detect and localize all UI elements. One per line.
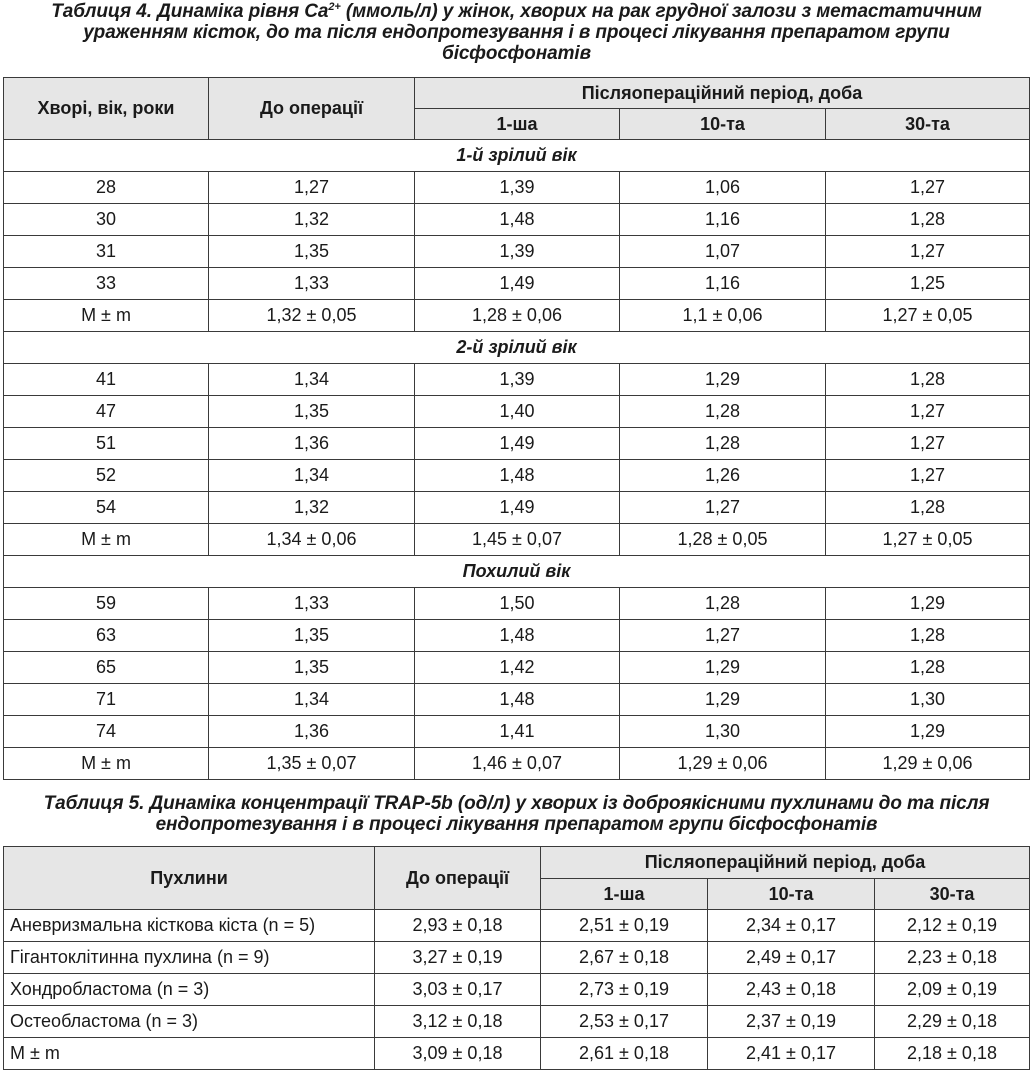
table4-cell: 1,50 bbox=[415, 588, 620, 620]
table4-cell: M ± m bbox=[4, 748, 209, 780]
table4-group-title: 1-й зрілий вік bbox=[4, 140, 1030, 172]
table4-cell: 1,30 bbox=[620, 716, 826, 748]
table4-header-patients: Хворі, вік, роки bbox=[4, 78, 209, 140]
table4-cell: 1,32 bbox=[209, 492, 415, 524]
table5-header-tumors: Пухлини bbox=[4, 847, 375, 910]
table4-cell: M ± m bbox=[4, 300, 209, 332]
table4-row bbox=[4, 620, 1030, 652]
table4-cell: 1,29 ± 0,06 bbox=[826, 748, 1030, 780]
table5-cell: 2,61 ± 0,18 bbox=[541, 1038, 708, 1070]
table4-caption bbox=[4, 1, 1029, 64]
table5-tumor-name: Остеобластома (n = 3) bbox=[4, 1006, 375, 1038]
table4-cell: 1,39 bbox=[415, 364, 620, 396]
table5-cell: 2,34 ± 0,17 bbox=[708, 910, 875, 942]
table5-tumor-name: M ± m bbox=[4, 1038, 375, 1070]
table4-cell: 52 bbox=[4, 460, 209, 492]
table4-row bbox=[4, 652, 1030, 684]
table4-cell: 1,46 ± 0,07 bbox=[415, 748, 620, 780]
table5-header bbox=[4, 847, 1030, 910]
table4-cell: 54 bbox=[4, 492, 209, 524]
table4-cell: 1,28 ± 0,06 bbox=[415, 300, 620, 332]
table4-caption-line1 bbox=[4, 1, 1029, 22]
table5-caption-line1: Таблиця 5. Динаміка концентрації TRAP-5b (од/л) у хворих із доброякісними пухлинами до та після bbox=[43, 793, 990, 814]
table4-row bbox=[4, 460, 1030, 492]
table5-cell: 2,12 ± 0,19 bbox=[875, 910, 1030, 942]
table5-row bbox=[4, 942, 1030, 974]
table4-row bbox=[4, 172, 1030, 204]
table4-header-before: До операції bbox=[209, 78, 415, 140]
table4-row bbox=[4, 396, 1030, 428]
table4-cell: 1,35 ± 0,07 bbox=[209, 748, 415, 780]
table4-cell: 1,28 bbox=[620, 588, 826, 620]
table4-caption-line2: ураженням кісток, до та після ендопротезування і в процесі лікування препаратом групи bbox=[83, 22, 950, 43]
table4-summary-row bbox=[4, 524, 1030, 556]
table4-cell: 1,32 ± 0,05 bbox=[209, 300, 415, 332]
table4-caption-line1-rest: (ммоль/л) у жінок, хворих на рак грудної залози з метастатичним bbox=[340, 1, 982, 22]
table4-row bbox=[4, 204, 1030, 236]
table5-cell: 2,41 ± 0,17 bbox=[708, 1038, 875, 1070]
table4-cell: 59 bbox=[4, 588, 209, 620]
table4-header-day10: 10-та bbox=[620, 109, 826, 140]
table4-cell: 1,27 bbox=[826, 396, 1030, 428]
table5-cell: 2,37 ± 0,19 bbox=[708, 1006, 875, 1038]
table4-row bbox=[4, 236, 1030, 268]
table4-cell: 1,35 bbox=[209, 620, 415, 652]
table5-row bbox=[4, 974, 1030, 1006]
table4-cell: 65 bbox=[4, 652, 209, 684]
table4-cell: 1,27 ± 0,05 bbox=[826, 300, 1030, 332]
table4-cell: 1,29 ± 0,06 bbox=[620, 748, 826, 780]
table4-cell: 1,42 bbox=[415, 652, 620, 684]
table5-header-before: До операції bbox=[375, 847, 541, 910]
table4-cell: 1,16 bbox=[620, 204, 826, 236]
table4-cell: 1,35 bbox=[209, 396, 415, 428]
table4-cell: 1,32 bbox=[209, 204, 415, 236]
table5-cell: 3,03 ± 0,17 bbox=[375, 974, 541, 1006]
table4-cell: 47 bbox=[4, 396, 209, 428]
table4-header-day1: 1-ша bbox=[415, 109, 620, 140]
table4-cell: 1,27 bbox=[826, 428, 1030, 460]
table4-row bbox=[4, 364, 1030, 396]
table4-cell: 51 bbox=[4, 428, 209, 460]
table4-cell: 1,28 bbox=[826, 652, 1030, 684]
table5-header-day1: 1-ша bbox=[541, 879, 708, 910]
table4-row bbox=[4, 684, 1030, 716]
table5-cell: 2,49 ± 0,17 bbox=[708, 942, 875, 974]
table5-caption-line2: ендопротезування і в процесі лікування препаратом групи бісфосфонатів bbox=[155, 814, 878, 835]
table4-cell: 1,28 bbox=[620, 428, 826, 460]
table4-cell: 1,28 bbox=[826, 620, 1030, 652]
table5-header-day10: 10-та bbox=[708, 879, 875, 910]
table4-cell: 1,27 bbox=[209, 172, 415, 204]
table4-caption-prefix: Таблиця 4. Динаміка рівня Ca bbox=[51, 1, 329, 22]
table4-header-day30: 30-та bbox=[826, 109, 1030, 140]
table4-cell: 30 bbox=[4, 204, 209, 236]
table4-cell: 1,39 bbox=[415, 236, 620, 268]
table5 bbox=[3, 846, 1030, 1070]
table4-cell: 1,25 bbox=[826, 268, 1030, 300]
table4-group-title: 2-й зрілий вік bbox=[4, 332, 1030, 364]
table4-cell: 1,29 bbox=[620, 652, 826, 684]
table4-cell: 1,49 bbox=[415, 492, 620, 524]
table4-cell: 1,35 bbox=[209, 652, 415, 684]
table4-cell: 1,40 bbox=[415, 396, 620, 428]
table5-header-post-period: Післяопераційний період, доба bbox=[541, 847, 1030, 879]
table5-caption bbox=[4, 793, 1029, 835]
table4-row bbox=[4, 588, 1030, 620]
table4-cell: 1,29 bbox=[826, 716, 1030, 748]
table4-cell: 1,28 bbox=[620, 396, 826, 428]
table4-cell: 1,16 bbox=[620, 268, 826, 300]
table4-cell: 1,33 bbox=[209, 588, 415, 620]
table4-cell: 1,26 bbox=[620, 460, 826, 492]
table4-cell: 1,36 bbox=[209, 428, 415, 460]
table4-cell: 1,30 bbox=[826, 684, 1030, 716]
table4-header-post-period: Післяопераційний період, доба bbox=[415, 78, 1030, 109]
table5-row bbox=[4, 1006, 1030, 1038]
table4-row bbox=[4, 268, 1030, 300]
table4-cell: 1,28 bbox=[826, 492, 1030, 524]
table4-cell: 1,1 ± 0,06 bbox=[620, 300, 826, 332]
table4-cell: 74 bbox=[4, 716, 209, 748]
table4-group-title: Похилий вік bbox=[4, 556, 1030, 588]
table4-summary-row bbox=[4, 748, 1030, 780]
table4-cell: 1,33 bbox=[209, 268, 415, 300]
table4-row bbox=[4, 716, 1030, 748]
table5-cell: 2,23 ± 0,18 bbox=[875, 942, 1030, 974]
table4-cell: 1,48 bbox=[415, 204, 620, 236]
table4-cell: 1,27 bbox=[620, 620, 826, 652]
table4-row bbox=[4, 428, 1030, 460]
table5-cell: 2,43 ± 0,18 bbox=[708, 974, 875, 1006]
table5-tumor-name: Гігантоклітинна пухлина (n = 9) bbox=[4, 942, 375, 974]
table4 bbox=[3, 77, 1030, 780]
table4-cell: 63 bbox=[4, 620, 209, 652]
table4-header bbox=[4, 78, 1030, 140]
table5-row bbox=[4, 910, 1030, 942]
table4-group-row bbox=[4, 140, 1030, 172]
table4-cell: 1,29 bbox=[826, 588, 1030, 620]
table5-cell: 2,51 ± 0,19 bbox=[541, 910, 708, 942]
table4-cell: 1,29 bbox=[620, 364, 826, 396]
table4-cell: 1,49 bbox=[415, 428, 620, 460]
table4-cell: 1,34 bbox=[209, 684, 415, 716]
table4-caption-superscript: 2+ bbox=[328, 1, 341, 13]
table5-cell: 3,09 ± 0,18 bbox=[375, 1038, 541, 1070]
table5-tumor-name: Аневризмальна кісткова кіста (n = 5) bbox=[4, 910, 375, 942]
table4-cell: 28 bbox=[4, 172, 209, 204]
table4-cell: 31 bbox=[4, 236, 209, 268]
table5-cell: 2,29 ± 0,18 bbox=[875, 1006, 1030, 1038]
table4-cell: 1,27 bbox=[826, 236, 1030, 268]
table4-cell: 1,39 bbox=[415, 172, 620, 204]
table4-body bbox=[4, 140, 1030, 780]
table5-cell: 2,67 ± 0,18 bbox=[541, 942, 708, 974]
table4-cell: 1,48 bbox=[415, 620, 620, 652]
table4-cell: 1,28 bbox=[826, 204, 1030, 236]
table4-cell: 1,06 bbox=[620, 172, 826, 204]
table4-cell: 1,36 bbox=[209, 716, 415, 748]
table4-cell: 1,34 ± 0,06 bbox=[209, 524, 415, 556]
table4-cell: 71 bbox=[4, 684, 209, 716]
table4-cell: 1,27 ± 0,05 bbox=[826, 524, 1030, 556]
table4-cell: 1,45 ± 0,07 bbox=[415, 524, 620, 556]
table5-cell: 3,27 ± 0,19 bbox=[375, 942, 541, 974]
table4-cell: 1,34 bbox=[209, 364, 415, 396]
table4-cell: M ± m bbox=[4, 524, 209, 556]
table4-summary-row bbox=[4, 300, 1030, 332]
table4-cell: 1,41 bbox=[415, 716, 620, 748]
table4-cell: 1,27 bbox=[826, 172, 1030, 204]
table4-row bbox=[4, 492, 1030, 524]
table4-group-row bbox=[4, 556, 1030, 588]
table5-cell: 2,73 ± 0,19 bbox=[541, 974, 708, 1006]
table4-cell: 1,48 bbox=[415, 684, 620, 716]
table5-header-day30: 30-та bbox=[875, 879, 1030, 910]
table5-body bbox=[4, 910, 1030, 1070]
table4-cell: 1,28 ± 0,05 bbox=[620, 524, 826, 556]
table5-summary-row bbox=[4, 1038, 1030, 1070]
table4-cell: 1,29 bbox=[620, 684, 826, 716]
table5-cell: 2,18 ± 0,18 bbox=[875, 1038, 1030, 1070]
table5-tumor-name: Хондробластома (n = 3) bbox=[4, 974, 375, 1006]
table4-cell: 1,27 bbox=[826, 460, 1030, 492]
table4-cell: 1,28 bbox=[826, 364, 1030, 396]
table5-cell: 2,09 ± 0,19 bbox=[875, 974, 1030, 1006]
table4-caption-line3: бісфосфонатів bbox=[442, 43, 591, 64]
table5-cell: 2,93 ± 0,18 bbox=[375, 910, 541, 942]
table4-cell: 41 bbox=[4, 364, 209, 396]
table4-cell: 1,35 bbox=[209, 236, 415, 268]
table4-cell: 1,34 bbox=[209, 460, 415, 492]
table5-cell: 2,53 ± 0,17 bbox=[541, 1006, 708, 1038]
table4-cell: 33 bbox=[4, 268, 209, 300]
table4-cell: 1,07 bbox=[620, 236, 826, 268]
table5-cell: 3,12 ± 0,18 bbox=[375, 1006, 541, 1038]
table4-cell: 1,49 bbox=[415, 268, 620, 300]
table4-group-row bbox=[4, 332, 1030, 364]
table4-cell: 1,48 bbox=[415, 460, 620, 492]
table4-cell: 1,27 bbox=[620, 492, 826, 524]
